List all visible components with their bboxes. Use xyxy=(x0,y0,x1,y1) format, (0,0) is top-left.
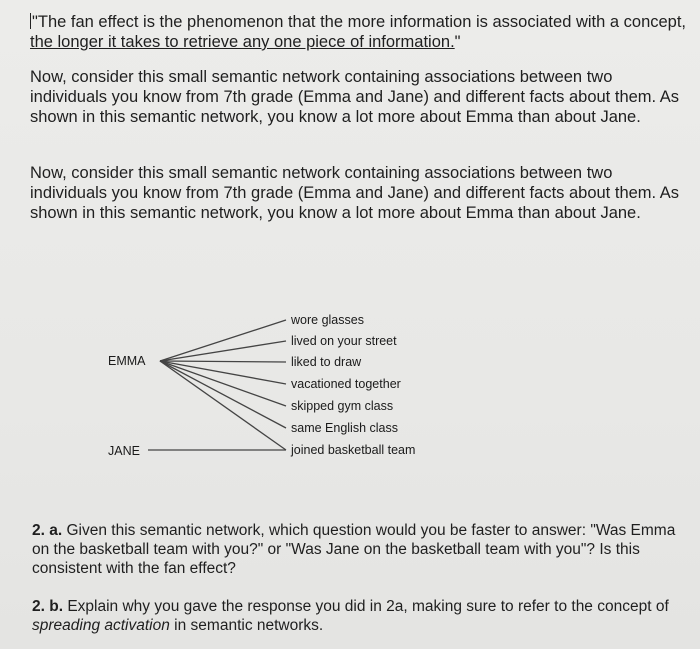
fact-label: skipped gym class xyxy=(291,399,394,413)
question-part: b. xyxy=(49,598,64,615)
question-2b-text-end: in semantic networks. xyxy=(169,617,324,634)
question-2a xyxy=(32,521,682,578)
quote-open: " xyxy=(32,13,38,31)
edge-emma-fact-3 xyxy=(160,361,286,362)
text-cursor xyxy=(30,13,31,29)
fact-label: liked to draw xyxy=(291,355,362,369)
definition-text: The fan effect is the phenomenon that the more information is associated with a concept, xyxy=(37,13,687,31)
question-2b-italic-term: spreading activation xyxy=(32,617,170,634)
fact-label: same English class xyxy=(291,421,398,435)
semantic-network-diagram xyxy=(0,300,700,470)
edge-emma-fact-5 xyxy=(160,361,286,406)
edge-emma-fact-2 xyxy=(160,341,286,361)
edge-emma-fact-4 xyxy=(160,361,286,384)
question-2b-text: Explain why you gave the response you did in 2a, making sure to refer to the concept of xyxy=(67,598,669,615)
question-number: 2. xyxy=(32,522,45,539)
fact-label: joined basketball team xyxy=(291,443,416,457)
edge-emma-fact-6 xyxy=(160,361,286,428)
edge-emma-fact-7 xyxy=(160,361,286,450)
edge-emma-fact-1 xyxy=(160,320,286,361)
definition-underlined-text: the longer it takes to retrieve any one piece of information. xyxy=(30,33,455,51)
question-2a-text: Given this semantic network, which question would you be faster to answer: "Was Emma on the basketball team with you?" or "Was Jane on the basketball team with you"? Is this consistent with the fan effect? xyxy=(32,522,676,577)
quote-close: " xyxy=(454,33,461,51)
paragraph-1: Now, consider this small semantic network containing associations between two individuals you know from 7th grade (Emma and Jane) and different facts about them. As shown in this semantic network, you know a lot more about Emma than about Jane. xyxy=(30,68,680,126)
fact-label: lived on your street xyxy=(291,334,397,348)
paragraph-2: Now, consider this small semantic network containing associations between two individuals you know from 7th grade (Emma and Jane) and different facts about them. As shown in this semantic network, you know a lot more about Emma than about Jane. xyxy=(30,164,680,222)
fact-label: vacationed together xyxy=(291,377,401,391)
fact-label: wore glasses xyxy=(291,313,364,327)
emma-association-lines xyxy=(160,320,286,450)
fan-effect-definition xyxy=(30,12,690,52)
question-2b xyxy=(32,597,682,635)
node-jane: JANE xyxy=(108,444,140,458)
node-emma: EMMA xyxy=(108,354,146,368)
question-number: 2. xyxy=(32,598,45,615)
question-part: a. xyxy=(49,522,63,539)
